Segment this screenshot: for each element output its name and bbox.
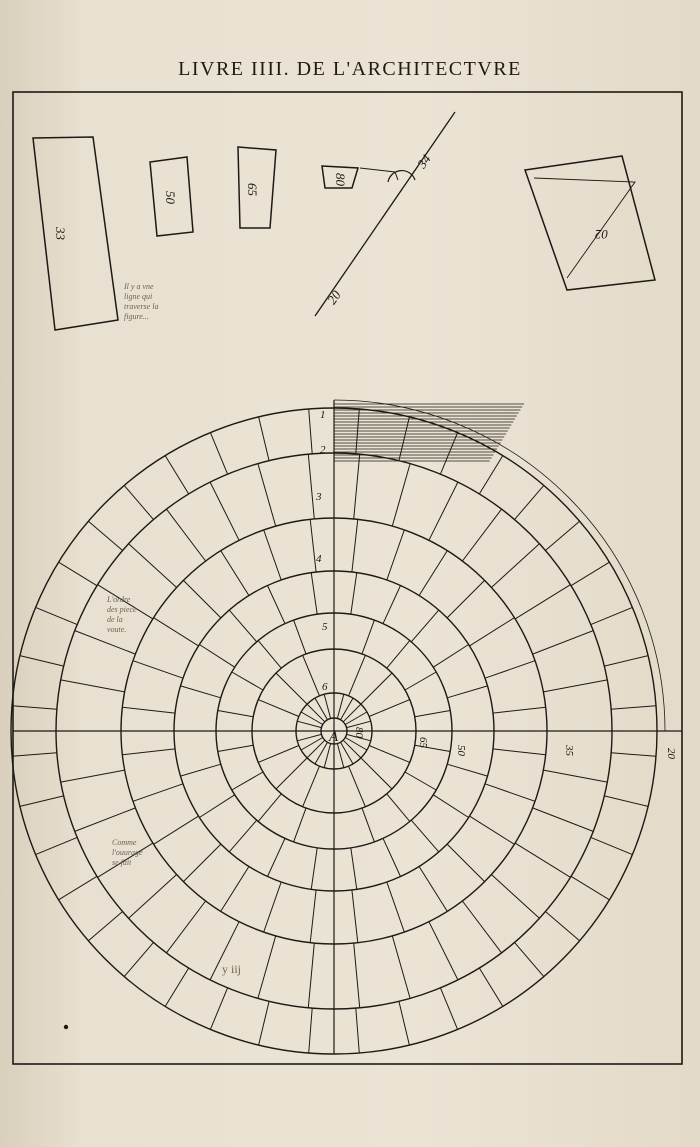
center-spoke — [343, 704, 361, 722]
radial-division — [392, 936, 410, 999]
radial-division — [232, 772, 263, 790]
ink-dot — [64, 1025, 68, 1029]
radial-division — [122, 707, 175, 713]
margin-note-upper: Il y a vne ligne qui traverse la figure... — [124, 282, 159, 321]
radial-division — [165, 456, 189, 494]
radial-division — [351, 573, 357, 615]
radial-division — [470, 816, 515, 844]
radial-division — [369, 700, 410, 717]
radial-division — [440, 988, 457, 1030]
radial-division — [258, 700, 299, 717]
radial-division — [493, 749, 546, 755]
label-20: 20 — [324, 287, 344, 307]
label-65: 65 — [245, 183, 260, 196]
radial-division — [429, 922, 458, 980]
radial-division — [232, 672, 263, 690]
center-label: A — [329, 729, 339, 745]
radial-division — [167, 901, 206, 953]
radial-division — [392, 464, 410, 526]
radial-division — [129, 875, 177, 919]
radial-division — [154, 618, 199, 646]
radial-division — [12, 706, 57, 710]
radial-division — [133, 784, 183, 802]
radial-division — [349, 766, 366, 807]
radial-division — [387, 794, 410, 822]
radial-division — [362, 808, 374, 842]
radial-division — [361, 758, 392, 789]
radial-division — [199, 795, 234, 818]
radial-division — [543, 680, 607, 692]
label-34: 34 — [414, 151, 434, 171]
radial-division — [354, 943, 360, 1008]
piece-right-inner — [534, 178, 635, 278]
radial-division — [604, 796, 648, 807]
radial-division — [124, 942, 153, 976]
center-spoke — [307, 704, 325, 722]
radial-division — [36, 607, 78, 624]
radial-division — [258, 464, 276, 526]
radial-division — [387, 641, 410, 669]
radial-division — [387, 882, 405, 932]
radial-division — [419, 551, 447, 596]
radial-division — [352, 519, 358, 572]
radial-division — [20, 656, 64, 667]
radial-division — [88, 521, 122, 550]
radial-division — [308, 943, 314, 1008]
radial-division — [276, 758, 307, 789]
radial-division — [75, 808, 136, 832]
radial-division — [470, 618, 515, 646]
radial-division — [433, 645, 468, 668]
radial-division — [356, 1008, 360, 1053]
radial-division — [419, 867, 447, 912]
radial-division — [399, 417, 410, 461]
radial-division — [210, 482, 239, 540]
radial-division — [479, 968, 503, 1006]
radial-division — [258, 794, 281, 822]
radial-division — [210, 433, 227, 475]
radial-division — [303, 766, 320, 807]
margin-note-lower-left: Comme l'ouurage se fait — [112, 838, 143, 867]
radial-division — [124, 485, 153, 519]
radial-division — [167, 509, 206, 561]
radial-division — [571, 562, 609, 586]
radial-division — [429, 482, 458, 540]
radial-division — [545, 912, 579, 941]
radial-division — [122, 749, 175, 755]
radial-division — [369, 746, 410, 763]
radial-division — [383, 838, 401, 876]
radial-division — [258, 746, 299, 763]
radial-division — [165, 968, 189, 1006]
radial-division — [591, 837, 633, 854]
radial-division — [129, 544, 177, 588]
center-spoke — [343, 740, 361, 758]
radial-division — [352, 890, 358, 943]
measure-label: 35 — [563, 745, 575, 756]
radial-division — [611, 753, 656, 757]
side-number: 4 — [316, 553, 322, 565]
radial-division — [59, 562, 97, 586]
radial-division — [415, 711, 450, 717]
radial-division — [361, 673, 392, 704]
radial-division — [611, 706, 656, 710]
radial-division — [210, 988, 227, 1030]
radial-division — [447, 686, 487, 698]
label-02: 02 — [595, 227, 608, 242]
radial-division — [259, 417, 270, 461]
radial-division — [515, 585, 570, 619]
label-80: 80 — [333, 173, 348, 186]
side-number: 3 — [316, 491, 322, 503]
radial-division — [433, 795, 468, 818]
center-spoke — [307, 740, 325, 758]
radial-division — [604, 656, 648, 667]
measure-label: 65 — [417, 737, 429, 748]
radial-division — [351, 848, 357, 890]
radial-division — [515, 942, 544, 976]
side-number: 6 — [322, 681, 328, 693]
radial-division — [259, 1001, 270, 1045]
radial-division — [447, 580, 485, 618]
radial-division — [264, 882, 282, 932]
radial-division — [183, 844, 221, 882]
radial-division — [387, 530, 405, 580]
diagonal-line — [315, 112, 455, 316]
radial-division — [440, 433, 457, 475]
radial-division — [515, 485, 544, 519]
radial-division — [493, 707, 546, 713]
radial-division — [229, 820, 257, 852]
radial-division — [61, 680, 125, 692]
radial-division — [311, 573, 317, 615]
plate-frame — [13, 92, 682, 1064]
radial-division — [591, 607, 633, 624]
radial-division — [294, 808, 306, 842]
radial-division — [20, 796, 64, 807]
radial-division — [405, 672, 436, 690]
radial-division — [349, 655, 366, 696]
folio-signature: y iij — [222, 962, 242, 976]
radial-division — [61, 770, 125, 782]
radial-division — [411, 610, 439, 642]
radial-division — [199, 645, 234, 668]
radial-division — [399, 1001, 410, 1045]
radial-division — [309, 409, 313, 454]
radial-division — [462, 509, 501, 561]
radial-division — [88, 912, 122, 941]
radial-division — [229, 610, 257, 642]
radial-division — [485, 784, 535, 802]
radial-division — [533, 631, 594, 655]
piece-right — [525, 156, 655, 290]
radial-division — [533, 808, 594, 832]
radial-division — [543, 770, 607, 782]
radial-division — [12, 753, 57, 757]
side-number: 2 — [320, 444, 326, 456]
radial-division — [462, 901, 501, 953]
radial-division — [310, 890, 316, 943]
measure-label: 80 — [353, 727, 365, 738]
radial-division — [218, 745, 253, 751]
radial-division — [36, 837, 78, 854]
radial-division — [485, 661, 535, 679]
radial-division — [311, 848, 317, 890]
piece-large — [33, 137, 118, 330]
label-50: 50 — [163, 191, 178, 204]
radial-division — [309, 1008, 313, 1053]
radial-division — [59, 876, 97, 900]
radial-division — [181, 686, 221, 698]
radial-division — [183, 580, 221, 618]
radial-division — [221, 551, 249, 596]
radial-division — [303, 655, 320, 696]
margin-note-middle-left: L'ordre des piece de la voute. — [107, 595, 137, 634]
radial-division — [308, 454, 314, 519]
radial-division — [154, 816, 199, 844]
radial-division — [447, 764, 487, 776]
radial-division — [491, 544, 539, 588]
radial-division — [354, 454, 360, 519]
radial-division — [258, 641, 281, 669]
measure-label: 50 — [455, 745, 467, 756]
radial-division — [294, 620, 306, 654]
running-head: LIVRE IIII. DE L'ARCHITECTVRE — [178, 58, 522, 80]
radial-division — [362, 620, 374, 654]
radial-division — [268, 586, 286, 624]
label-33: 33 — [53, 227, 68, 240]
radial-division — [268, 838, 286, 876]
radial-division — [383, 586, 401, 624]
radial-division — [405, 772, 436, 790]
side-number: 5 — [322, 621, 328, 633]
radial-division — [181, 764, 221, 776]
side-number: 1 — [320, 409, 326, 421]
radial-division — [411, 820, 439, 852]
measure-label: 20 — [665, 748, 677, 759]
radial-division — [447, 844, 485, 882]
radial-division — [571, 876, 609, 900]
radial-division — [218, 711, 253, 717]
radial-division — [545, 521, 579, 550]
radial-division — [133, 661, 183, 679]
radial-division — [491, 875, 539, 919]
radial-division — [515, 843, 570, 877]
radial-division — [258, 936, 276, 999]
radial-division — [264, 530, 282, 580]
radial-division — [221, 867, 249, 912]
radial-division — [276, 673, 307, 704]
